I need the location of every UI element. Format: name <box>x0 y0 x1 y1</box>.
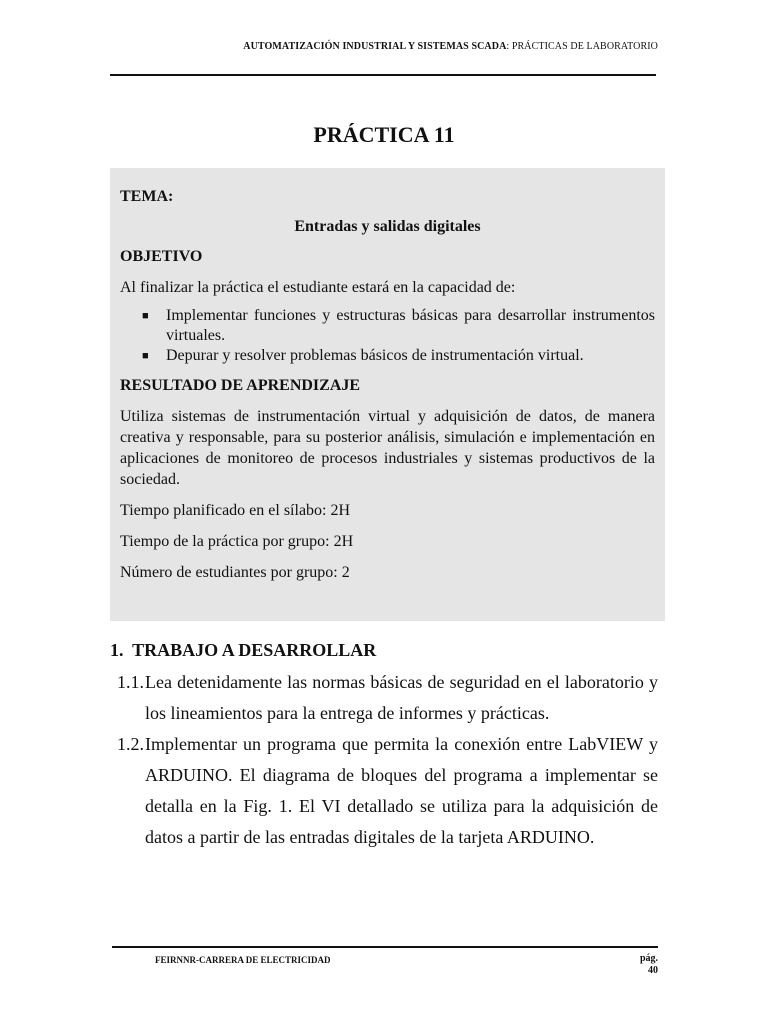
item-text: Implementar un programa que permita la conexión entre LabVIEW y ARDUINO. El diagrama de bloques del programa a implementar se detalla en la Fig. 1. El VI detallado se utiliza para la adquisición de datos a partir de las entradas digitales de la tarjeta ARDUINO. <box>145 734 658 847</box>
tema-label: TEMA: <box>120 188 174 205</box>
bullet-icon: ■ <box>142 310 149 322</box>
page-title: PRÁCTICA 11 <box>313 122 455 147</box>
objetivo-item-text: Implementar funciones y estructuras básicas para desarrollar instrumentos virtuales. <box>166 307 655 344</box>
tiempo-silabo: Tiempo planificado en el sílabo: 2H <box>120 502 351 519</box>
objetivo-item <box>136 306 655 346</box>
tiempo-grupo: Tiempo de la práctica por grupo: 2H <box>120 533 354 550</box>
page-header <box>243 41 658 52</box>
footer-divider <box>112 946 658 948</box>
list-item <box>110 667 658 729</box>
info-box <box>110 168 665 621</box>
item-number: 1.1. <box>117 672 144 692</box>
header-course: AUTOMATIZACIÓN INDUSTRIAL Y SISTEMAS SCADA <box>243 41 507 52</box>
list-item <box>110 729 658 853</box>
estudiantes-por-grupo: Número de estudiantes por grupo: 2 <box>120 564 350 581</box>
section-heading: 1. TRABAJO A DESARROLLAR <box>110 640 377 660</box>
trabajo-section <box>110 640 658 853</box>
page-label: pág. <box>639 953 658 964</box>
objetivo-label: OBJETIVO <box>120 248 203 265</box>
resultado-text: Utiliza sistemas de instrumentación virtual y adquisición de datos, de manera creativa y responsable, para su posterior análisis, simulación e implementación en aplicaciones de monitoreo de procesos industriales y sistemas productivos de la sociedad. <box>120 408 655 488</box>
objetivo-list <box>120 306 655 366</box>
item-text: Lea detenidamente las normas básicas de seguridad en el laboratorio y los lineamientos para la entrega de informes y prácticas. <box>145 672 658 723</box>
page-number <box>620 953 658 977</box>
page-number-value: 40 <box>648 965 658 976</box>
footer-department: FEIRNNR-CARRERA DE ELECTRICIDAD <box>155 955 331 965</box>
resultado-label: RESULTADO DE APRENDIZAJE <box>120 377 361 394</box>
objetivo-item <box>136 346 655 366</box>
header-divider <box>110 74 656 76</box>
item-number: 1.2. <box>117 734 144 754</box>
bullet-icon: ■ <box>142 350 149 362</box>
objetivo-item-text: Depurar y resolver problemas básicos de instrumentación virtual. <box>166 347 584 364</box>
header-subtitle: : PRÁCTICAS DE LABORATORIO <box>506 41 658 52</box>
objetivo-intro: Al finalizar la práctica el estudiante estará en la capacidad de: <box>120 279 516 296</box>
tema-value: Entradas y salidas digitales <box>294 218 481 235</box>
